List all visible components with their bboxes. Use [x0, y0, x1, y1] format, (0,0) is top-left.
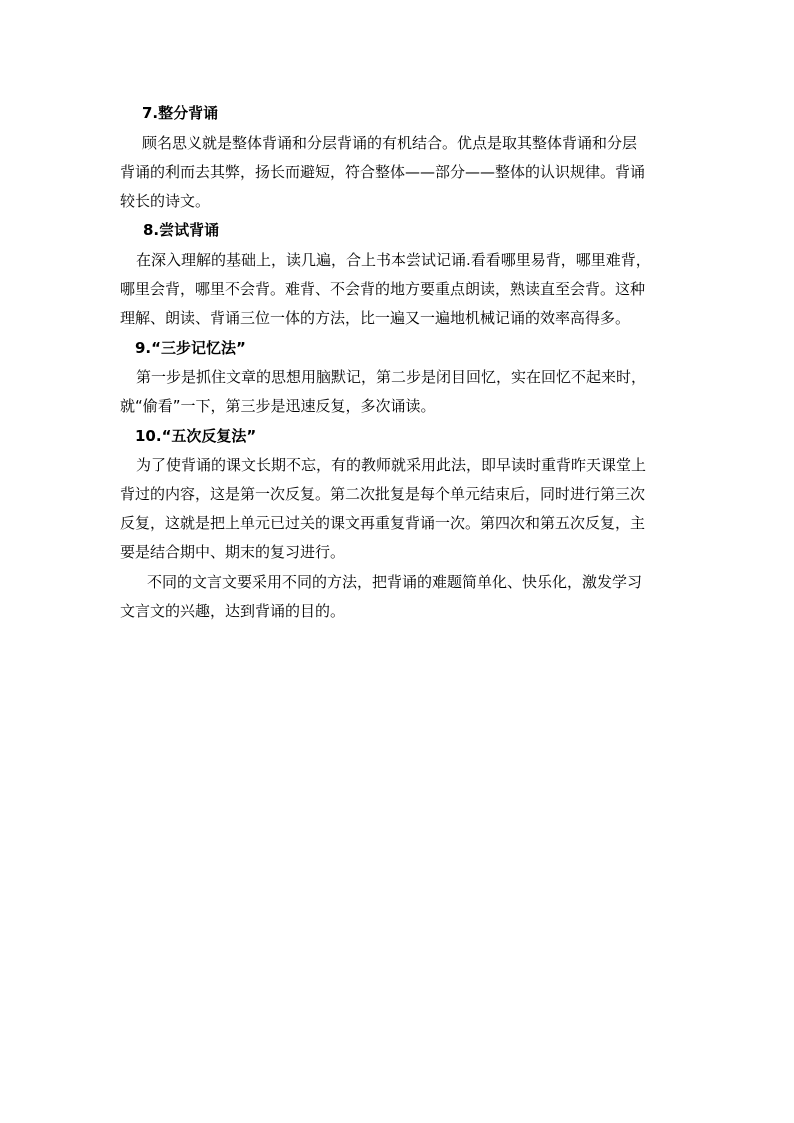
- section-heading-10: 10.“五次反复法”: [135, 427, 257, 445]
- section-7-line-2: 背诵的利而去其弊，扬长而避短，符合整体——部分——整体的认识规律。背诵: [120, 163, 646, 181]
- section-10-line-4: 要是结合期中、期末的复习进行。: [120, 543, 346, 561]
- conclusion-line-1: 不同的文言文要采用不同的方法，把背诵的难题简单化、快乐化，激发学习: [147, 573, 643, 591]
- section-heading-7: 7.整分背诵: [142, 104, 219, 122]
- section-heading-8: 8.尝试背诵: [143, 221, 220, 239]
- section-10-line-3: 反复，这就是把上单元已过关的课文再重复背诵一次。第四次和第五次反复，主: [120, 514, 646, 532]
- section-9-line-2: 就“偷看”一下，第三步是迅速反复，多次诵读。: [120, 397, 436, 415]
- section-7-line-1: 顾名思义就是整体背诵和分层背诵的有机结合。优点是取其整体背诵和分层: [142, 134, 638, 152]
- section-7-line-3: 较长的诗文。: [120, 192, 211, 210]
- section-heading-9: 9.“三步记忆法”: [135, 339, 246, 357]
- section-8-line-1: 在深入理解的基础上，读几遍，合上书本尝试记诵.看看哪里易背，哪里难背，: [136, 251, 651, 269]
- section-8-line-3: 理解、朗读、背诵三位一体的方法，比一遍又一遍地机械记诵的效率高得多。: [120, 309, 631, 327]
- conclusion-line-2: 文言文的兴趣，达到背诵的目的。: [120, 602, 346, 620]
- section-10-line-1: 为了使背诵的课文长期不忘，有的教师就采用此法，即早读时重背昨天课堂上: [136, 456, 647, 474]
- section-9-line-1: 第一步是抓住文章的思想用脑默记，第二步是闭目回忆，实在回忆不起来时，: [136, 368, 647, 386]
- section-8-line-2: 哪里会背，哪里不会背。难背、不会背的地方要重点朗读，熟读直至会背。这种: [120, 280, 646, 298]
- section-10-line-2: 背过的内容，这是第一次反复。第二次批复是每个单元结束后，同时进行第三次: [120, 485, 646, 503]
